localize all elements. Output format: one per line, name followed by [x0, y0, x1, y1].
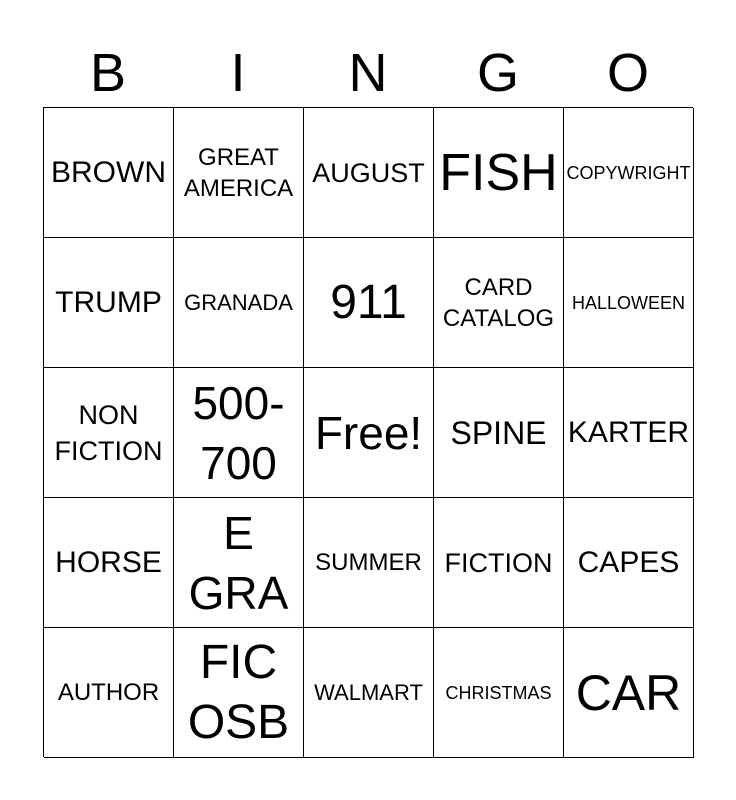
header-letter-b: B: [89, 43, 127, 103]
cell-text: SUMMER: [315, 548, 422, 576]
cell-text: SPINE: [450, 414, 547, 451]
cell-text: KARTER: [567, 415, 690, 449]
bingo-cell[interactable]: [304, 498, 434, 628]
bingo-cell[interactable]: [174, 368, 304, 498]
bingo-cell[interactable]: [304, 628, 434, 758]
header-letter-n: N: [348, 43, 388, 103]
cell-text: FIC OSB: [187, 635, 290, 749]
bingo-cell[interactable]: [564, 368, 694, 498]
cell-text: TRUMP: [55, 285, 162, 319]
cell-text: GREAT AMERICA: [183, 143, 294, 202]
bingo-cell[interactable]: [44, 368, 174, 498]
cell-text: BROWN: [51, 155, 166, 189]
cell-text: 911: [330, 275, 407, 329]
cell-text: WALMART: [314, 680, 423, 705]
cell-text: COPYWRIGHT: [566, 162, 691, 183]
bingo-cell[interactable]: [44, 628, 174, 758]
bingo-cell[interactable]: [564, 238, 694, 368]
bingo-cell[interactable]: [44, 498, 174, 628]
bingo-cell[interactable]: [304, 108, 434, 238]
bingo-cell[interactable]: [434, 238, 564, 368]
header-letter-i: I: [230, 43, 246, 103]
bingo-cell[interactable]: [434, 368, 564, 498]
bingo-cell[interactable]: [434, 498, 564, 628]
bingo-cell[interactable]: [44, 108, 174, 238]
cell-text: HORSE: [55, 545, 162, 579]
cell-text: CHRISTMAS: [445, 682, 552, 703]
cell-text: FICTION: [444, 547, 553, 578]
bingo-board: [43, 107, 693, 757]
bingo-cell[interactable]: [44, 238, 174, 368]
bingo-cell[interactable]: [174, 108, 304, 238]
cell-text: CAR: [575, 664, 682, 721]
bingo-cell[interactable]: [564, 628, 694, 758]
cell-text: HALLOWEEN: [571, 292, 686, 313]
cell-text: AUGUST: [312, 157, 425, 188]
bingo-cell[interactable]: [174, 498, 304, 628]
header-letter-o: O: [606, 43, 649, 103]
bingo-cell[interactable]: [174, 238, 304, 368]
cell-text: CARD CATALOG: [442, 273, 555, 332]
cell-text: E GRA: [188, 506, 289, 619]
bingo-header: [43, 38, 693, 108]
bingo-cell[interactable]: [434, 108, 564, 238]
bingo-cell[interactable]: [174, 628, 304, 758]
cell-text: Free!: [314, 406, 423, 459]
cell-text: 500- 700: [192, 376, 285, 489]
bingo-cell[interactable]: [304, 238, 434, 368]
cell-text: FISH: [439, 143, 558, 202]
cell-text: NON FICTION: [54, 399, 163, 466]
bingo-cell[interactable]: [434, 628, 564, 758]
cell-text: AUTHOR: [57, 678, 160, 706]
bingo-cell[interactable]: [564, 498, 694, 628]
cell-text: GRANADA: [184, 290, 293, 315]
header-letter-g: G: [476, 43, 519, 103]
bingo-cell[interactable]: [564, 108, 694, 238]
bingo-cell[interactable]: [304, 368, 434, 498]
cell-text: CAPES: [577, 545, 680, 579]
